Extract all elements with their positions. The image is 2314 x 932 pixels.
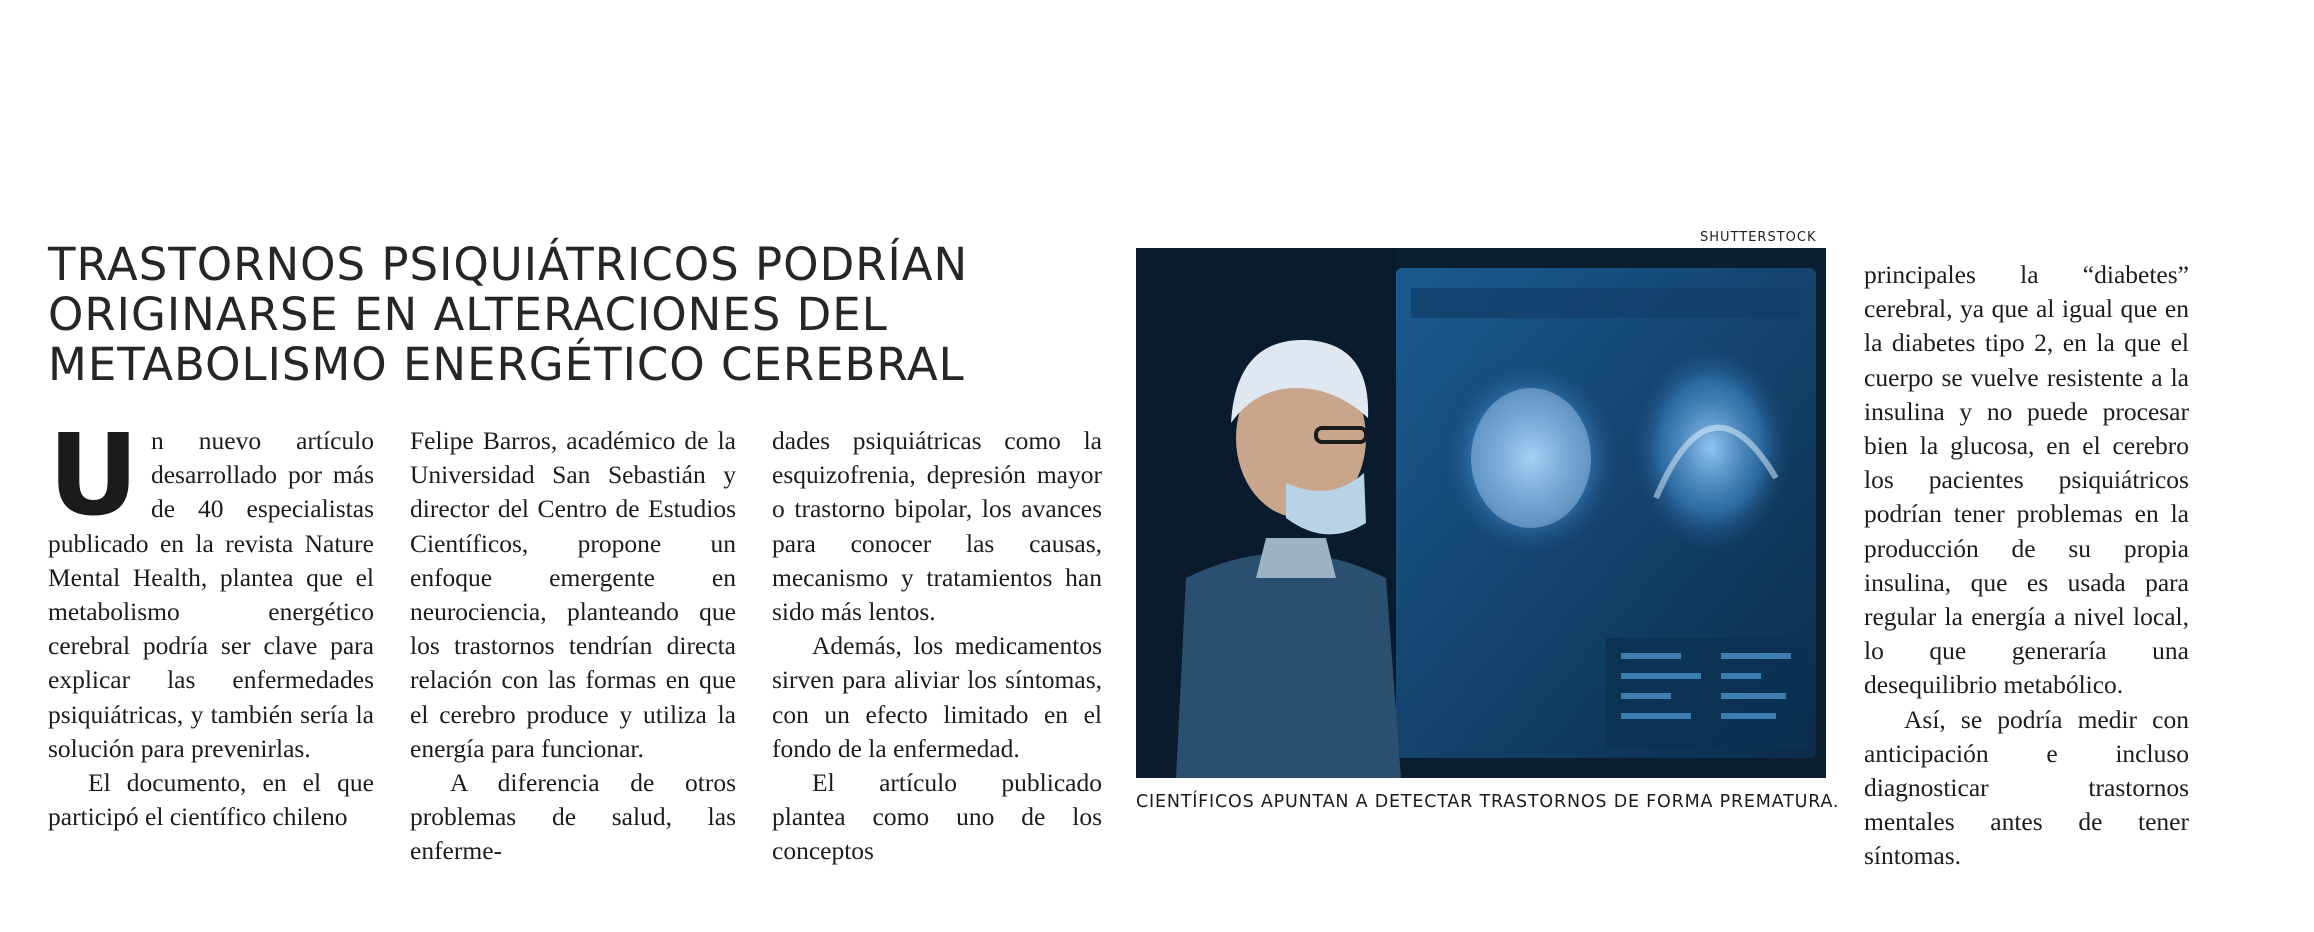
article-column-2	[410, 424, 736, 869]
article-column-4	[1864, 258, 2189, 874]
headline-line-3: METABOLISMO ENERGÉTICO CEREBRAL	[48, 338, 965, 391]
article-column-3	[772, 424, 1102, 869]
article-photo	[1136, 248, 1826, 778]
photo-caption: CIENTÍFICOS APUNTAN A DETECTAR TRASTORNOS DE FORMA PREMATURA.	[1136, 792, 1840, 812]
photo-illustration	[1136, 248, 1826, 778]
article-paragraph: Así, se podría medir con anticipación e incluso diagnosticar trastornos mentales antes de tener síntomas.	[1864, 704, 2189, 871]
article-paragraph: dades psiquiátricas como la esquizofrenia, depresión mayor o trastorno bipolar, los avances para conocer las causas, mecanismo y tratamientos han sido más lentos.	[772, 426, 1102, 627]
article-paragraph: principales la “diabetes” cerebral, ya que al igual que en la diabetes tipo 2, en la que el cuerpo se vuelve resistente a la insulina y no puede procesar bien la glucosa, en el cerebro los pacientes psiquiátricos podrían tener problemas en la producción de su propia insulina, que es usada para regular la energía a nivel local, lo que generaría una desequilibrio metabólico.	[1864, 260, 2189, 700]
article-paragraph: El artículo publicado plantea como uno de los conceptos	[772, 768, 1102, 866]
headline-line-2: ORIGINARSE EN ALTERACIONES DEL	[48, 288, 888, 341]
headline	[48, 240, 1108, 390]
drop-cap: U	[48, 411, 139, 541]
headline-line-1: TRASTORNOS PSIQUIÁTRICOS PODRÍAN	[48, 238, 969, 291]
paragraph-text: n nuevo artículo desarrollado por más de 40 especialistas publicado en la revista Nature Mental Health, plantea que el metabolismo energético cerebral podría ser clave para explicar las enfermedades psiquiátricas, y también sería la solución para prevenirlas.	[48, 426, 374, 763]
article-paragraph	[48, 411, 374, 766]
photo-credit: SHUTTERSTOCK	[1700, 230, 1817, 245]
article-paragraph: El documento, en el que participó el científico chileno	[48, 768, 374, 832]
article-paragraph: Además, los medicamentos sirven para aliviar los síntomas, con un efecto limitado en el fondo de la enfermedad.	[772, 631, 1102, 763]
article-paragraph: A diferencia de otros problemas de salud, las enferme-	[410, 768, 736, 866]
article-paragraph: Felipe Barros, académico de la Universidad San Sebastián y director del Centro de Estudios Científicos, propone un enfoque emergente en neurociencia, planteando que los trastornos tendrían directa relación con las formas en que el cerebro produce y utiliza la energía para funcionar.	[410, 426, 736, 763]
brain-scan-sagittal	[1626, 338, 1796, 558]
article-column-1	[48, 411, 374, 834]
